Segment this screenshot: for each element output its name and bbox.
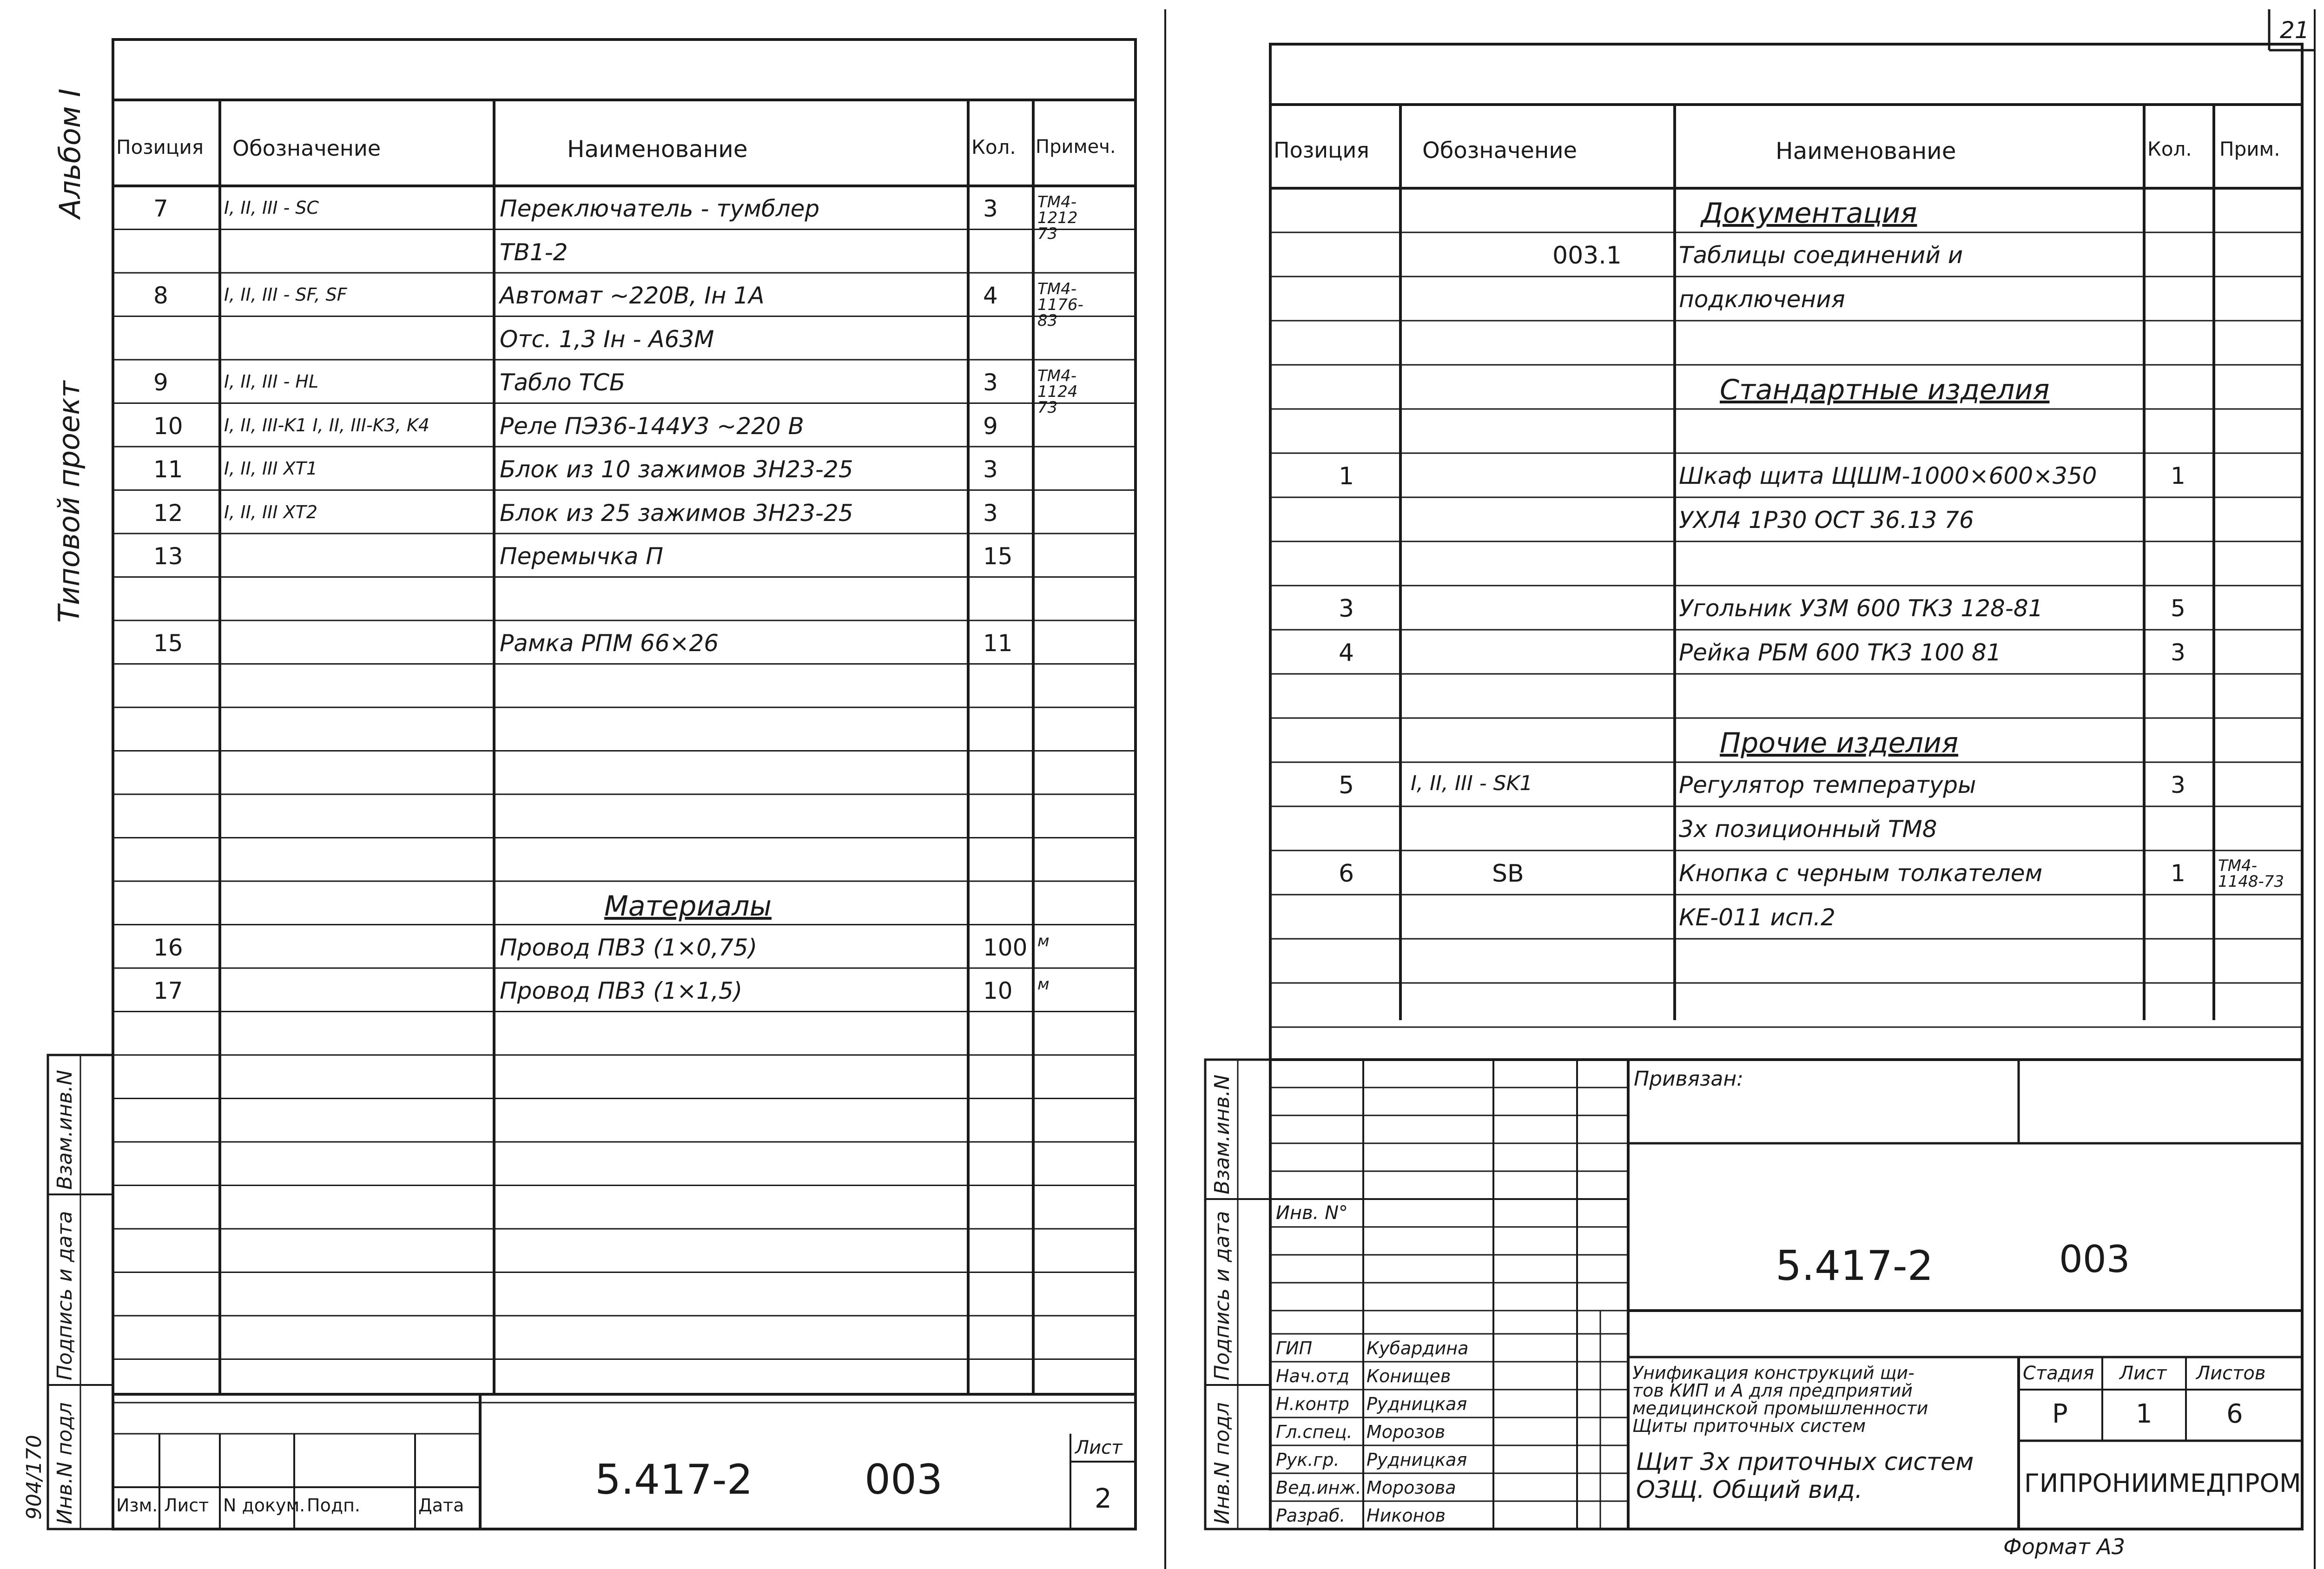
right-row-pos: 3: [1339, 595, 1354, 623]
stage-label: Стадия: [2023, 1363, 2094, 1384]
left-row-note: ТМ4-1212 73: [1037, 193, 1078, 243]
format-label: Формат А3: [2003, 1534, 2125, 1559]
right-row-designation: I, II, III - SK1: [1411, 771, 1533, 795]
right-row-pos: 1: [1339, 462, 1354, 490]
left-sheet-label: Лист: [1075, 1437, 1122, 1458]
right-row-name: Таблицы соединений и: [1679, 242, 1963, 269]
left-row-qty: 15: [983, 543, 1013, 570]
left-stamp-inv: Инв.N подл: [53, 1402, 77, 1524]
privyazan-label: Привязан:: [1634, 1067, 1743, 1091]
left-row-pos: 13: [153, 543, 183, 570]
right-row-note: ТМ4-1148-73: [2218, 857, 2284, 891]
right-row-name: Угольник У3М 600 ТК3 128-81: [1679, 595, 2043, 622]
drawing-title-2: ОЗЩ. Общий вид.: [1636, 1476, 1863, 1504]
right-row-name: УХЛ4 1Р30 ОСТ 36.13 76: [1679, 507, 1974, 534]
left-doc-code-2: 003: [865, 1456, 943, 1503]
left-sheet-number: 2: [1095, 1483, 1112, 1514]
staff-role: Гл.спец.: [1276, 1422, 1353, 1442]
left-row-designation: I, II, III-K1 I, II, III-K3, K4: [224, 415, 430, 435]
left-row-qty: 3: [983, 195, 998, 222]
left-row-name: Блок из 25 зажимов 3Н23-25: [500, 499, 853, 527]
right-row-name: подключения: [1679, 286, 1845, 313]
right-header-designation: Обозначение: [1422, 138, 1578, 164]
left-row-pos: 12: [153, 499, 183, 527]
staff-name: Морозов: [1367, 1422, 1446, 1442]
staff-name: Рудницкая: [1367, 1450, 1467, 1470]
right-doc-code-2: 003: [2059, 1238, 2130, 1281]
right-row-qty: 3: [2171, 771, 2185, 798]
left-row-note: м: [1037, 975, 1050, 994]
staff-role: Нач.отд: [1276, 1366, 1350, 1386]
right-row-qty: 1: [2171, 860, 2185, 887]
right-row-name: Прочие изделия: [1720, 727, 1959, 759]
sheets-label: Листов: [2196, 1363, 2266, 1384]
left-row-name: Табло ТСБ: [500, 369, 626, 396]
left-row-qty: 11: [983, 630, 1013, 657]
left-row-note: ТМ4-1176-83: [1037, 280, 1083, 330]
tb-podp: Подп.: [307, 1495, 361, 1516]
left-row-qty: 3: [983, 369, 998, 396]
right-header-qty: Кол.: [2147, 138, 2192, 160]
right-row-qty: 5: [2171, 595, 2185, 622]
left-row-pos: 11: [153, 456, 183, 483]
left-row-name: Реле ПЭ36-144У3 ~220 В: [500, 412, 804, 440]
organization: ГИПРОНИИМЕДПРОМ: [2024, 1469, 2301, 1498]
project-title-4: Щиты приточных систем: [1632, 1416, 1866, 1436]
left-row-note: м: [1037, 931, 1050, 950]
right-header-name: Наименование: [1776, 138, 1956, 165]
left-row-qty: 3: [983, 499, 998, 527]
sheets-value: 6: [2226, 1399, 2243, 1429]
right-row-pos: 5: [1339, 771, 1354, 799]
staff-name: Никонов: [1367, 1505, 1446, 1526]
left-row-pos: 8: [153, 282, 168, 309]
right-stamp-signature: Подпись и дата: [1210, 1211, 1234, 1380]
left-row-name: Материалы: [604, 890, 772, 923]
left-row-name: Переключатель - тумблер: [500, 195, 820, 222]
left-doc-code: 5.417-2: [595, 1456, 753, 1503]
left-row-qty: 10: [983, 977, 1013, 1004]
project-title-3: медицинской промышленности: [1632, 1398, 1928, 1418]
project-title-2: тов КИП и А для предприятий: [1632, 1380, 1913, 1401]
left-row-designation: I, II, III - SC: [224, 198, 319, 218]
left-stamp-replace: Взам.инв.N: [53, 1070, 77, 1190]
right-inv-label: Инв. N°: [1276, 1202, 1348, 1224]
left-row-name: Рамка РПМ 66×26: [500, 630, 719, 657]
stage-value: Р: [2052, 1399, 2068, 1429]
left-row-name: Блок из 10 зажимов 3Н23-25: [500, 456, 853, 483]
project-title-1: Унификация конструкций щи-: [1632, 1363, 1915, 1383]
left-row-note: ТМ4-1124 73: [1037, 367, 1078, 417]
staff-role: Рук.гр.: [1276, 1450, 1340, 1470]
right-row-name: 3х позиционный ТМ8: [1679, 816, 1937, 843]
left-row-designation: I, II, III - SF, SF: [224, 284, 347, 305]
right-row-name: Рейка РБМ 600 ТК3 100 81: [1679, 639, 2001, 666]
staff-name: Рудницкая: [1367, 1394, 1467, 1414]
drawing-title-1: Щит 3х приточных систем: [1636, 1448, 1974, 1476]
right-stamp-inv: Инв.N подл: [1210, 1402, 1234, 1524]
right-row-name: Стандартные изделия: [1720, 374, 2050, 406]
left-row-designation: I, II, III XT1: [224, 458, 318, 479]
album-label: Альбом I: [53, 88, 87, 218]
left-row-name: Провод ПВ3 (1×1,5): [500, 977, 743, 1004]
left-row-name: Автомат ~220В, Iн 1А: [500, 282, 765, 309]
left-header-qty: Кол.: [971, 136, 1016, 158]
left-header-note: Примеч.: [1036, 136, 1116, 158]
left-row-name: Отс. 1,3 Iн - А63М: [500, 325, 714, 353]
tb-ndoc: N докум.: [223, 1495, 305, 1516]
right-stamp-replace: Взам.инв.N: [1210, 1075, 1234, 1194]
right-row-qty: 1: [2171, 462, 2185, 489]
staff-name: Морозова: [1367, 1477, 1456, 1498]
right-row-name: Документация: [1701, 197, 1917, 230]
right-row-name: КЕ-011 исп.2: [1679, 904, 1835, 931]
left-row-name: Перемычка П: [500, 543, 663, 570]
staff-role: Вед.инж.: [1276, 1477, 1361, 1498]
staff-name: Кубардина: [1367, 1338, 1469, 1358]
left-row-designation: I, II, III - HL: [224, 371, 319, 392]
right-row-designation: 003.1: [1552, 242, 1622, 270]
tb-list: Лист: [164, 1495, 209, 1516]
left-inv-number: 904/170: [22, 1435, 46, 1520]
right-row-name: Регулятор температуры: [1679, 771, 1976, 798]
left-row-qty: 4: [983, 282, 998, 309]
right-header-pos: Позиция: [1274, 138, 1369, 163]
tb-izm: Изм.: [116, 1495, 158, 1516]
right-header-note: Прим.: [2219, 138, 2280, 160]
right-sheet-label: Лист: [2119, 1363, 2167, 1384]
left-row-name: ТВ1-2: [500, 238, 568, 266]
left-row-name: Провод ПВ3 (1×0,75): [500, 934, 758, 961]
staff-role: Разраб.: [1276, 1505, 1346, 1526]
staff-name: Конищев: [1367, 1366, 1451, 1386]
right-row-pos: 6: [1339, 860, 1354, 888]
left-row-pos: 10: [153, 412, 183, 440]
left-row-qty: 9: [983, 412, 998, 440]
left-row-pos: 17: [153, 977, 183, 1004]
project-label: Типовой проект: [52, 381, 86, 623]
left-stamp-signature: Подпись и дата: [53, 1211, 77, 1380]
right-row-name: Шкаф щита ЩШМ-1000×600×350: [1679, 462, 2097, 489]
left-row-pos: 15: [153, 630, 183, 657]
right-row-name: Кнопка с черным толкателем: [1679, 860, 2043, 887]
left-row-pos: 9: [153, 369, 168, 396]
page-number: 21: [2280, 17, 2310, 44]
right-sheet-value: 1: [2136, 1399, 2152, 1429]
left-row-pos: 16: [153, 934, 183, 961]
right-row-pos: 4: [1339, 639, 1354, 667]
left-header-designation: Обозначение: [232, 136, 381, 161]
left-row-designation: I, II, III XT2: [224, 501, 318, 522]
right-row-qty: 3: [2171, 639, 2185, 666]
staff-role: ГИП: [1276, 1338, 1313, 1358]
left-row-qty: 3: [983, 456, 998, 483]
left-row-pos: 7: [153, 195, 168, 222]
tb-data: Дата: [418, 1495, 464, 1516]
staff-role: Н.контр: [1276, 1394, 1349, 1414]
right-row-designation: SB: [1492, 860, 1524, 888]
left-row-qty: 100: [983, 934, 1028, 961]
right-doc-code: 5.417-2: [1776, 1242, 1934, 1290]
left-header-pos: Позиция: [116, 136, 204, 158]
left-header-name: Наименование: [567, 136, 748, 163]
